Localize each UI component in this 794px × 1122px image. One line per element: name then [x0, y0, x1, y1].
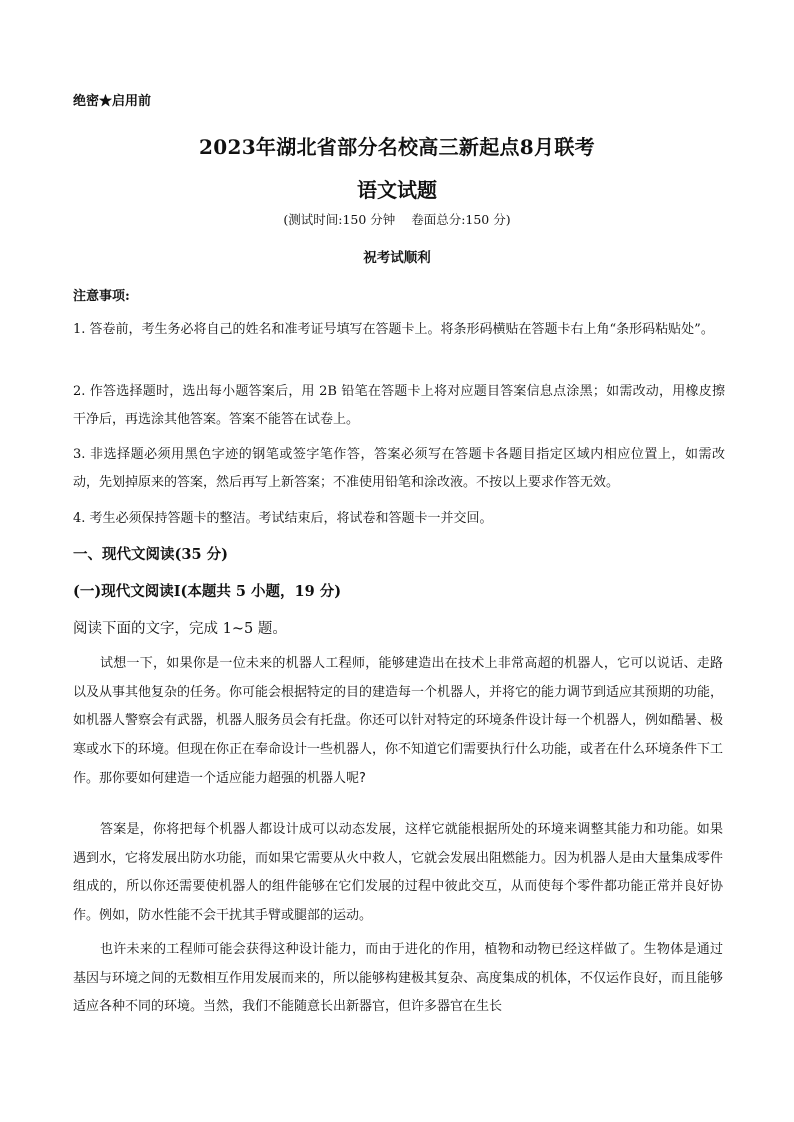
secret-mark: 绝密★启用前: [73, 94, 152, 109]
notice-item: 3. 非选择题必须用黑色字迹的钢笔或签字笔作答，答案必须写在答题卡各题目指定区域内相应位置上，如需改动，先划掉原来的答案，然后再写上新答案；不准使用铅笔和涂改液。不按以上要求作答无效。: [73, 447, 725, 490]
sub-section-title: (一)现代文阅读Ⅰ(本题共 5 小题，19 分): [73, 583, 342, 600]
section-title: 一、现代文阅读(35 分): [73, 546, 228, 563]
notice-item: 4. 考生必须保持答题卡的整洁。考试结束后，将试卷和答题卡一并交回。: [73, 511, 493, 526]
exam-timing: (测试时间:150 分钟 卷面总分:150 分): [283, 212, 511, 227]
exam-title: 2023年湖北省部分名校高三新起点8月联考: [199, 135, 595, 159]
reading-instruction: 阅读下面的文字，完成 1~5 题。: [73, 621, 287, 637]
good-luck-wish: 祝考试顺利: [363, 250, 431, 266]
exam-subtitle: 语文试题: [357, 178, 437, 202]
passage-paragraph: 答案是，你将把每个机器人都设计成可以动态发展，这样它就能根据所处的环境来调整其能力和功能。如果遇到水，它将发展出防水功能，而如果它需要从火中救人，它就会发展出阻燃能力。因为机器人是由大量集成零件组成的，所以你还需要使机器人的组件能够在它们发展的过程中彼此交互，从而使每个零件都功能正常并良好协作。例如，防水性能不会干扰其手臂或腿部的运动。: [73, 822, 724, 924]
notice-item: 1. 答卷前，考生务必将自己的姓名和准考证号填写在答题卡上。将条形码横贴在答题卡右上角“条形码粘贴处”。: [73, 322, 714, 337]
notice-heading: 注意事项:: [73, 289, 130, 304]
passage-paragraph: 试想一下，如果你是一位未来的机器人工程师，能够建造出在技术上非常高超的机器人，它可以说话、走路以及从事其他复杂的任务。你可能会根据特定的目的建造每一个机器人，并将它的能力调节到适应其预期的功能，如机器人警察会有武器，机器人服务员会有托盘。你还可以针对特定的环境条件设计每一个机器人，例如酷暑、极寒或水下的环境。但现在你正在奉命设计一些机器人，你不知道它们需要执行什么功能，或者在什么环境条件下工作。那你要如何建造一个适应能力超强的机器人呢?: [73, 656, 724, 786]
notice-item: 2. 作答选择题时，选出每小题答案后，用 2B 铅笔在答题卡上将对应题目答案信息点涂黑；如需改动，用橡皮擦干净后，再选涂其他答案。答案不能答在试卷上。: [73, 384, 725, 427]
passage-paragraph: 也许未来的工程师可能会获得这种设计能力，而由于进化的作用，植物和动物已经这样做了。生物体是通过基因与环境之间的无数相互作用发展而来的，所以能够构建极其复杂、高度集成的机体，不仅运作良好，而且能够适应各种不同的环境。当然，我们不能随意长出新器官，但许多器官在生长: [73, 942, 724, 1015]
